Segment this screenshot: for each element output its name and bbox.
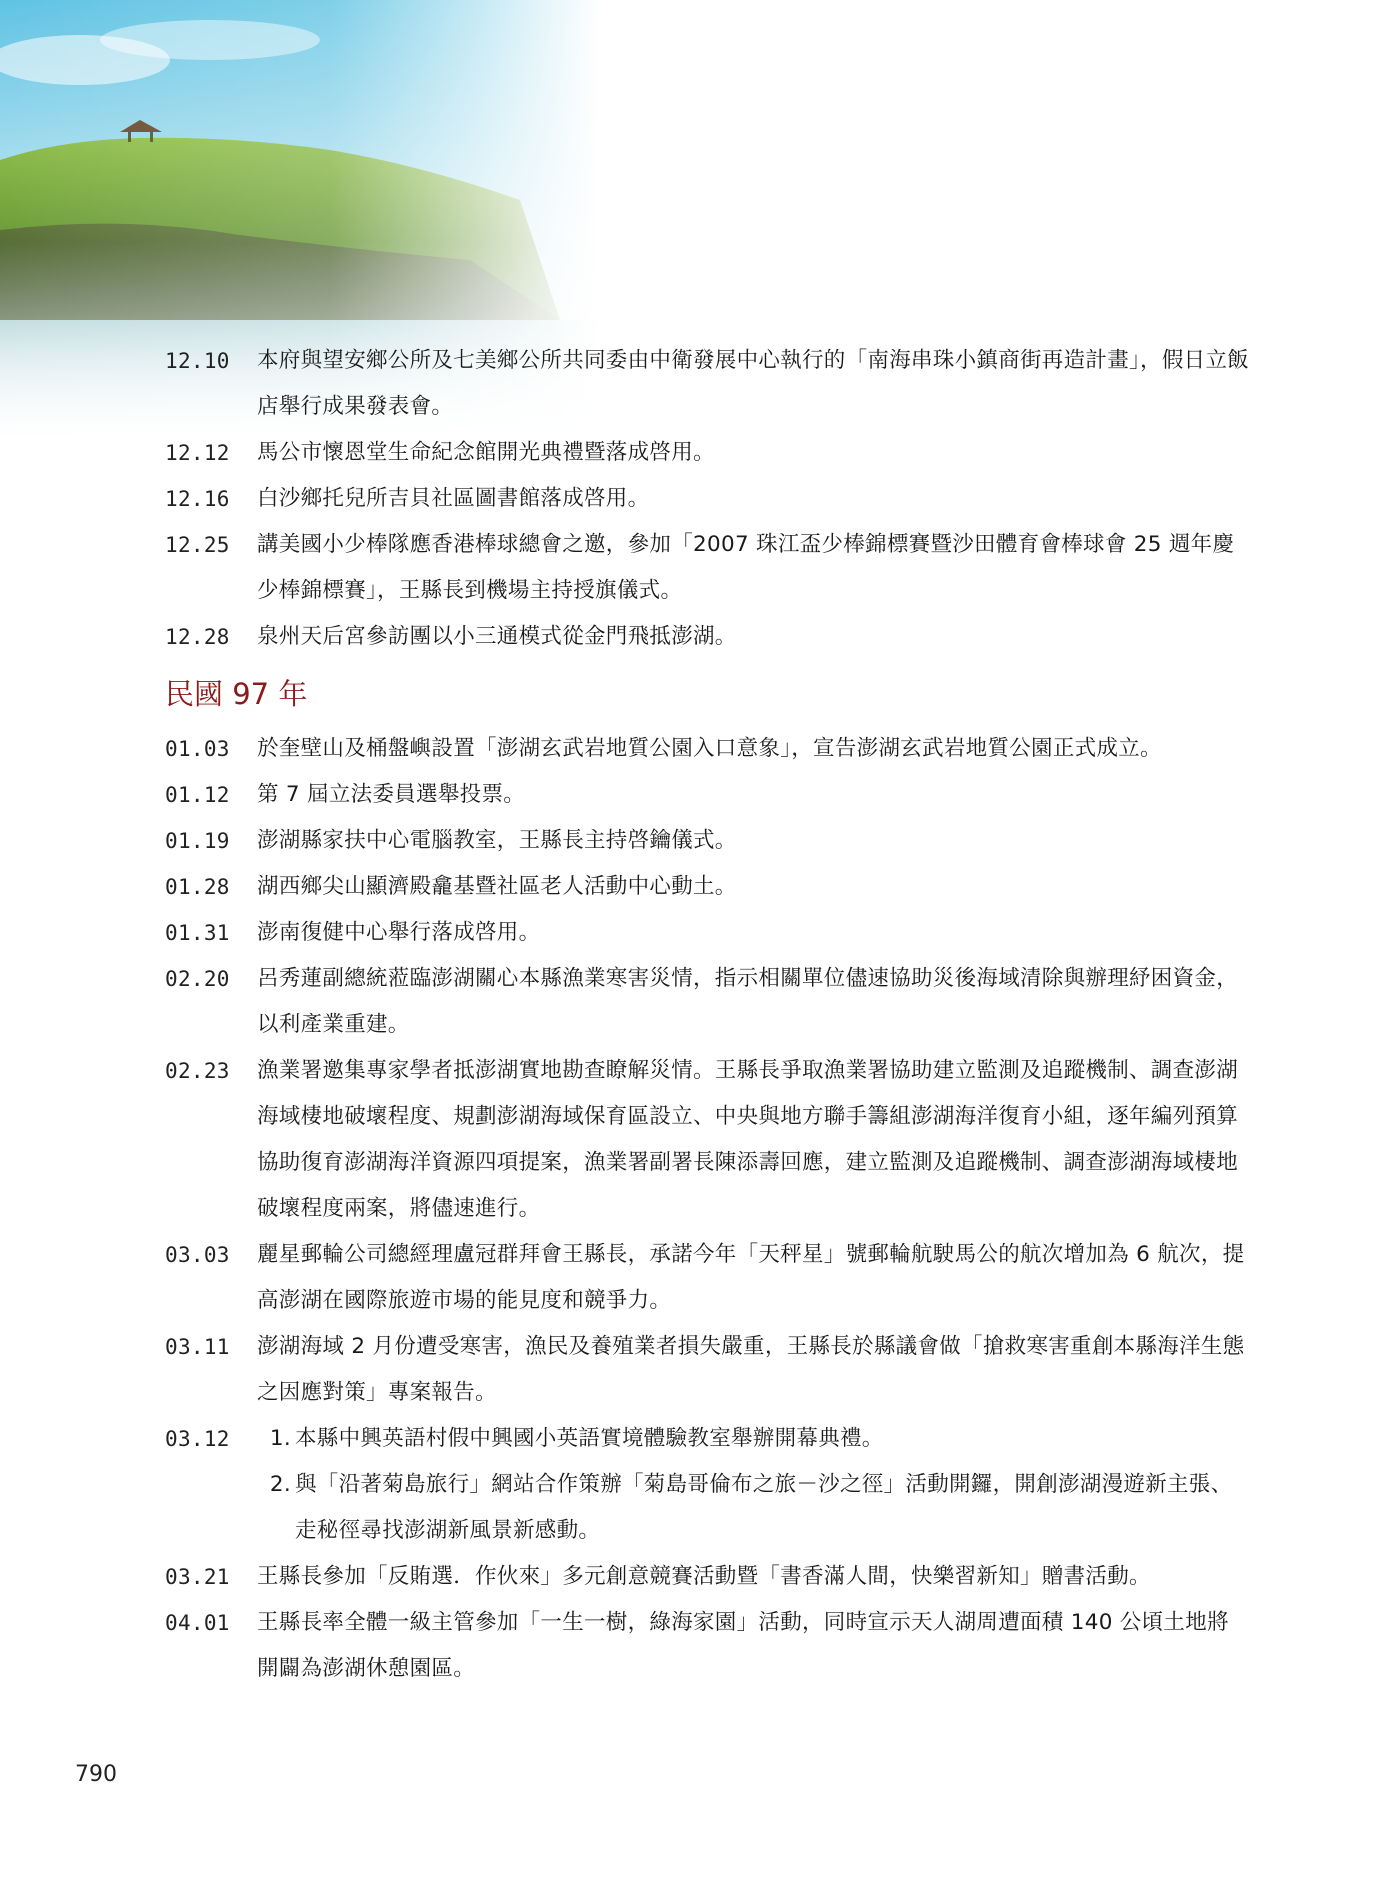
chronicle-entry — [165, 956, 1250, 1048]
chronicle-entry — [165, 338, 1250, 430]
entry-date: 01.19 — [165, 829, 230, 853]
section-title-year: 民國 97 年 — [165, 677, 308, 711]
entry-text: 澎湖縣家扶中心電腦教室，王縣長主持啓鑰儀式。 — [257, 828, 737, 853]
entry-date: 02.20 — [165, 967, 230, 991]
chronicle-entry — [165, 818, 1250, 864]
sublist-text: 與「沿著菊島旅行」網站合作策辦「菊島哥倫布之旅－沙之徑」活動開鑼，開創澎湖漫遊新主張、走秘徑尋找澎湖新風景新感動。 — [295, 1472, 1233, 1543]
chronicle-entry — [165, 1416, 1250, 1554]
sublist-item — [257, 1416, 1250, 1462]
entry-date: 01.12 — [165, 783, 230, 807]
entry-date: 01.28 — [165, 875, 230, 899]
page-number: 790 — [75, 1762, 117, 1787]
entry-text: 王縣長率全體一級主管參加「一生一樹，綠海家園」活動，同時宣示天人湖周遭面積 140 公頃土地將開闢為澎湖休憩園區。 — [257, 1610, 1229, 1681]
chronicle-entry — [165, 910, 1250, 956]
entry-text: 於奎壁山及桶盤嶼設置「澎湖玄武岩地質公園入口意象」，宣告澎湖玄武岩地質公園正式成立。 — [257, 736, 1162, 761]
entry-date: 03.11 — [165, 1335, 230, 1359]
chronicle-entry — [165, 1232, 1250, 1324]
entry-text: 王縣長參加「反賄選．作伙來」多元創意競賽活動暨「書香滿人間，快樂習新知」贈書活動。 — [257, 1564, 1151, 1589]
entry-date: 01.03 — [165, 737, 230, 761]
entry-date: 12.25 — [165, 533, 230, 557]
chronicle-content — [165, 338, 1250, 1692]
chronicle-entry — [165, 476, 1250, 522]
entry-text: 講美國小少棒隊應香港棒球總會之邀，參加「2007 珠江盃少棒錦標賽暨沙田體育會棒球會 25 週年慶少棒錦標賽」，王縣長到機場主持授旗儀式。 — [257, 532, 1235, 603]
chronicle-entry — [165, 772, 1250, 818]
entry-text: 泉州天后宮參訪團以小三通模式從金門飛抵澎湖。 — [257, 624, 737, 649]
chronicle-entry — [165, 1324, 1250, 1416]
chronicle-entry — [165, 1048, 1250, 1232]
entry-date: 04.01 — [165, 1611, 230, 1635]
entry-date: 12.12 — [165, 441, 230, 465]
entry-date: 12.10 — [165, 349, 230, 373]
sublist-number: 1. — [269, 1426, 291, 1451]
entry-text: 澎湖海域 2 月份遭受寒害，漁民及養殖業者損失嚴重，王縣長於縣議會做「搶救寒害重創本縣海洋生態之因應對策」專案報告。 — [257, 1334, 1245, 1405]
entry-date: 01.31 — [165, 921, 230, 945]
entry-text: 呂秀蓮副總統蒞臨澎湖關心本縣漁業寒害災情，指示相關單位儘速協助災後海域清除與辦理紓困資金，以利產業重建。 — [257, 966, 1239, 1037]
entry-text: 麗星郵輪公司總經理盧冠群拜會王縣長，承諾今年「天秤星」號郵輪航駛馬公的航次增加為 6 航次，提高澎湖在國際旅遊市場的能見度和競爭力。 — [257, 1242, 1245, 1313]
entry-date: 12.16 — [165, 487, 230, 511]
chronicle-entry — [165, 726, 1250, 772]
entry-text: 白沙鄉托兒所吉貝社區圖書館落成啓用。 — [257, 486, 650, 511]
entry-date: 03.12 — [165, 1427, 230, 1451]
entry-text: 本府與望安鄉公所及七美鄉公所共同委由中衛發展中心執行的「南海串珠小鎮商街再造計畫」，假日立飯店舉行成果發表會。 — [257, 348, 1250, 419]
entry-date: 03.21 — [165, 1565, 230, 1589]
chronicle-entry — [165, 614, 1250, 660]
entry-text: 澎南復健中心舉行落成啓用。 — [257, 920, 541, 945]
entry-text: 馬公市懷恩堂生命紀念館開光典禮暨落成啓用。 — [257, 440, 715, 465]
entry-text: 第 7 屆立法委員選舉投票。 — [257, 782, 526, 807]
entry-date: 12.28 — [165, 625, 230, 649]
entry-text: 漁業署邀集專家學者抵澎湖實地勘查瞭解災情。王縣長爭取漁業署協助建立監測及追蹤機制、調查澎湖海域棲地破壞程度、規劃澎湖海域保育區設立、中央與地方聯手籌組澎湖海洋復育小組，逐年編列預算協助復育澎湖海洋資源四項提案，漁業署副署長陳添壽回應，建立監測及追蹤機制、調查澎湖海域棲地破壞程度兩案，將儘速進行。 — [257, 1058, 1239, 1221]
chronicle-entry — [165, 1600, 1250, 1692]
chronicle-entry — [165, 430, 1250, 476]
chronicle-entry — [165, 864, 1250, 910]
entry-text: 湖西鄉尖山顯濟殿龕基暨社區老人活動中心動土。 — [257, 874, 737, 899]
entry-date: 03.03 — [165, 1243, 230, 1267]
chronicle-entry — [165, 522, 1250, 614]
sublist-item — [257, 1462, 1250, 1554]
chronicle-entry — [165, 1554, 1250, 1600]
sublist-text: 本縣中興英語村假中興國小英語實境體驗教室舉辦開幕典禮。 — [295, 1426, 884, 1451]
entry-date: 02.23 — [165, 1059, 230, 1083]
sublist-number: 2. — [269, 1472, 291, 1497]
entry-sublist — [257, 1416, 1250, 1554]
